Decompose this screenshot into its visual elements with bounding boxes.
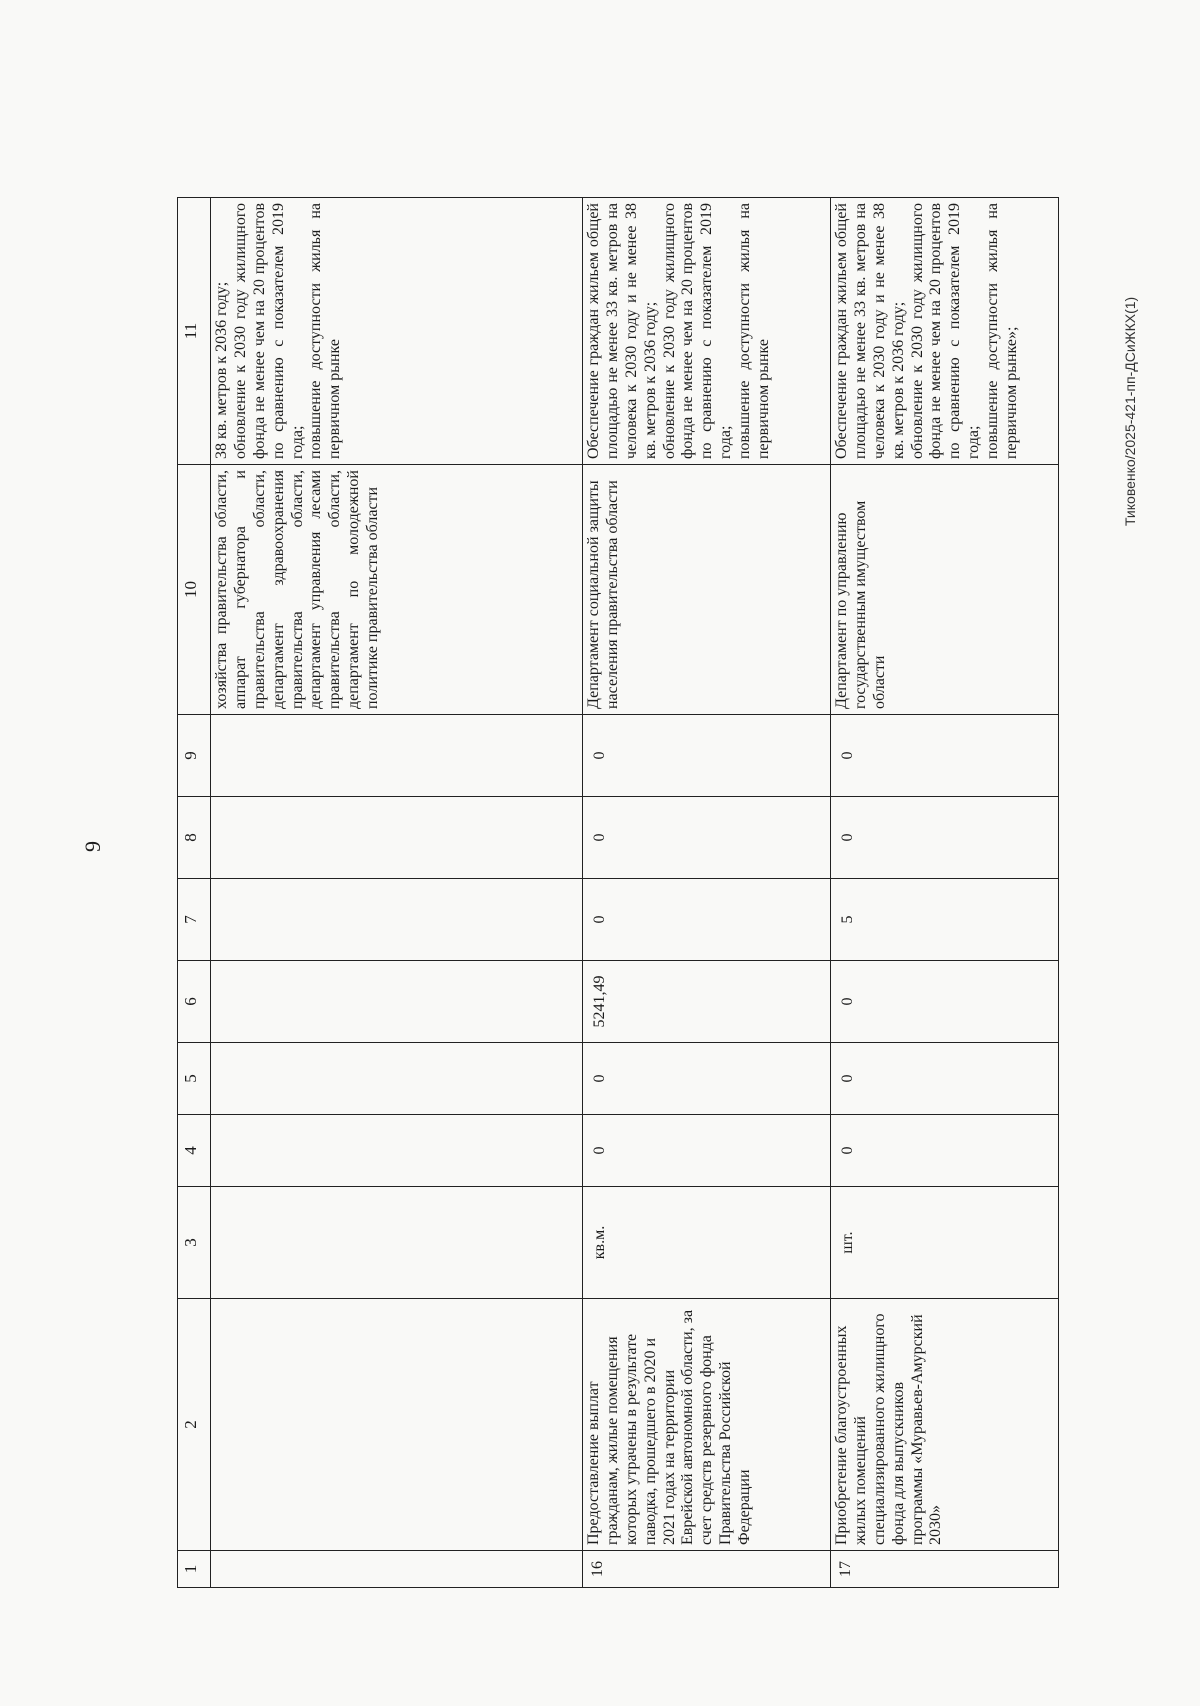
value-cell: 5241,49	[583, 961, 831, 1043]
col-header: 5	[178, 1043, 211, 1115]
col-header: 9	[178, 715, 211, 797]
col-header: 8	[178, 797, 211, 879]
result-line: 38 кв. метров к 2036 году;	[213, 281, 230, 459]
value-cell: 0	[583, 797, 831, 879]
col-header: 2	[178, 1299, 211, 1551]
col-header: 11	[178, 198, 211, 465]
result-cell	[831, 198, 1059, 465]
measure-name: Приобретение благоустроенных жилых помещений специализированного жилищного фонда для выпускников программы «Муравьев-Амурский 2030»	[831, 1299, 1059, 1551]
executor-cell: Департамент социальной защиты населения правительства области	[583, 465, 831, 715]
unit-cell: шт.	[831, 1187, 1059, 1299]
row-number: 17	[831, 1551, 1059, 1588]
col-header: 1	[178, 1551, 211, 1588]
executor-cell: Департамент по управлению государственным имуществом области	[831, 465, 1059, 715]
unit-cell	[211, 1187, 583, 1299]
value-cell	[211, 797, 583, 879]
program-table	[177, 197, 1059, 1588]
value-cell: 0	[583, 1043, 831, 1115]
result-line: Обеспечение граждан жильем общей площадью не менее 33 кв. метров на человека к 2030 году и не менее 38 кв. метров к 2036 году;	[833, 203, 907, 459]
value-cell: 0	[831, 961, 1059, 1043]
col-header: 10	[178, 465, 211, 715]
result-line: обновление к 2030 году жилищного фонда не менее чем на 20 процентов по сравнению с показателем 2019 года;	[660, 203, 735, 459]
executor-cell: хозяйства правительства области, аппарат губернатора и правительства области, департамент здравоохранения правительства области, департамент управления лесами правительства области, департамент по молодежной политике правительства области	[211, 465, 583, 715]
col-header: 3	[178, 1187, 211, 1299]
value-cell: 0	[831, 715, 1059, 797]
result-line: обновление к 2030 году жилищного фонда не менее чем на 20 процентов по сравнению с показателем 2019 года;	[908, 203, 983, 459]
result-cell	[583, 198, 831, 465]
value-cell: 0	[583, 715, 831, 797]
result-line: повышение доступности жилья на первичном рынке	[307, 203, 344, 459]
col-header: 7	[178, 879, 211, 961]
value-cell	[211, 1115, 583, 1187]
value-cell	[211, 715, 583, 797]
value-cell: 0	[831, 1043, 1059, 1115]
unit-cell: кв.м.	[583, 1187, 831, 1299]
measure-name	[211, 1299, 583, 1551]
table-row	[211, 198, 583, 1588]
table-row	[831, 198, 1059, 1588]
col-header: 4	[178, 1115, 211, 1187]
value-cell: 0	[831, 1115, 1059, 1187]
col-header: 6	[178, 961, 211, 1043]
result-cell	[211, 198, 583, 465]
value-cell: 5	[831, 879, 1059, 961]
value-cell: 0	[831, 797, 1059, 879]
result-line: обновление к 2030 году жилищного фонда не менее чем на 20 процентов по сравнению с показателем 2019 года;	[231, 203, 306, 459]
result-line: повышение доступности жилья на первичном рынке»;	[984, 203, 1020, 459]
page-number: 9	[80, 841, 105, 852]
value-cell	[211, 961, 583, 1043]
value-cell: 0	[583, 1115, 831, 1187]
measure-name: Предоставление выплат гражданам, жилые помещения которых утрачены в результате паводка, прошедшего в 2020 и 2021 годах на территории Еврейской автономной области, за счет средств резервного фонда Правительства Российской Федерации	[583, 1299, 831, 1551]
footer-code: Тиковенко/2025-421-пп-ДСиЖКХ(1)	[1122, 296, 1138, 526]
result-line: Обеспечение граждан жильем общей площадью не менее 33 кв. метров на человека к 2030 году и не менее 38 кв. метров к 2036 году;	[585, 203, 659, 459]
value-cell	[211, 1043, 583, 1115]
result-line: повышение доступности жилья на первичном рынке	[736, 203, 772, 459]
table-row	[583, 198, 831, 1588]
value-cell: 0	[583, 879, 831, 961]
row-number	[211, 1551, 583, 1588]
value-cell	[211, 879, 583, 961]
header-row	[178, 198, 211, 1588]
row-number: 16	[583, 1551, 831, 1588]
document-sheet	[0, 96, 1200, 1706]
